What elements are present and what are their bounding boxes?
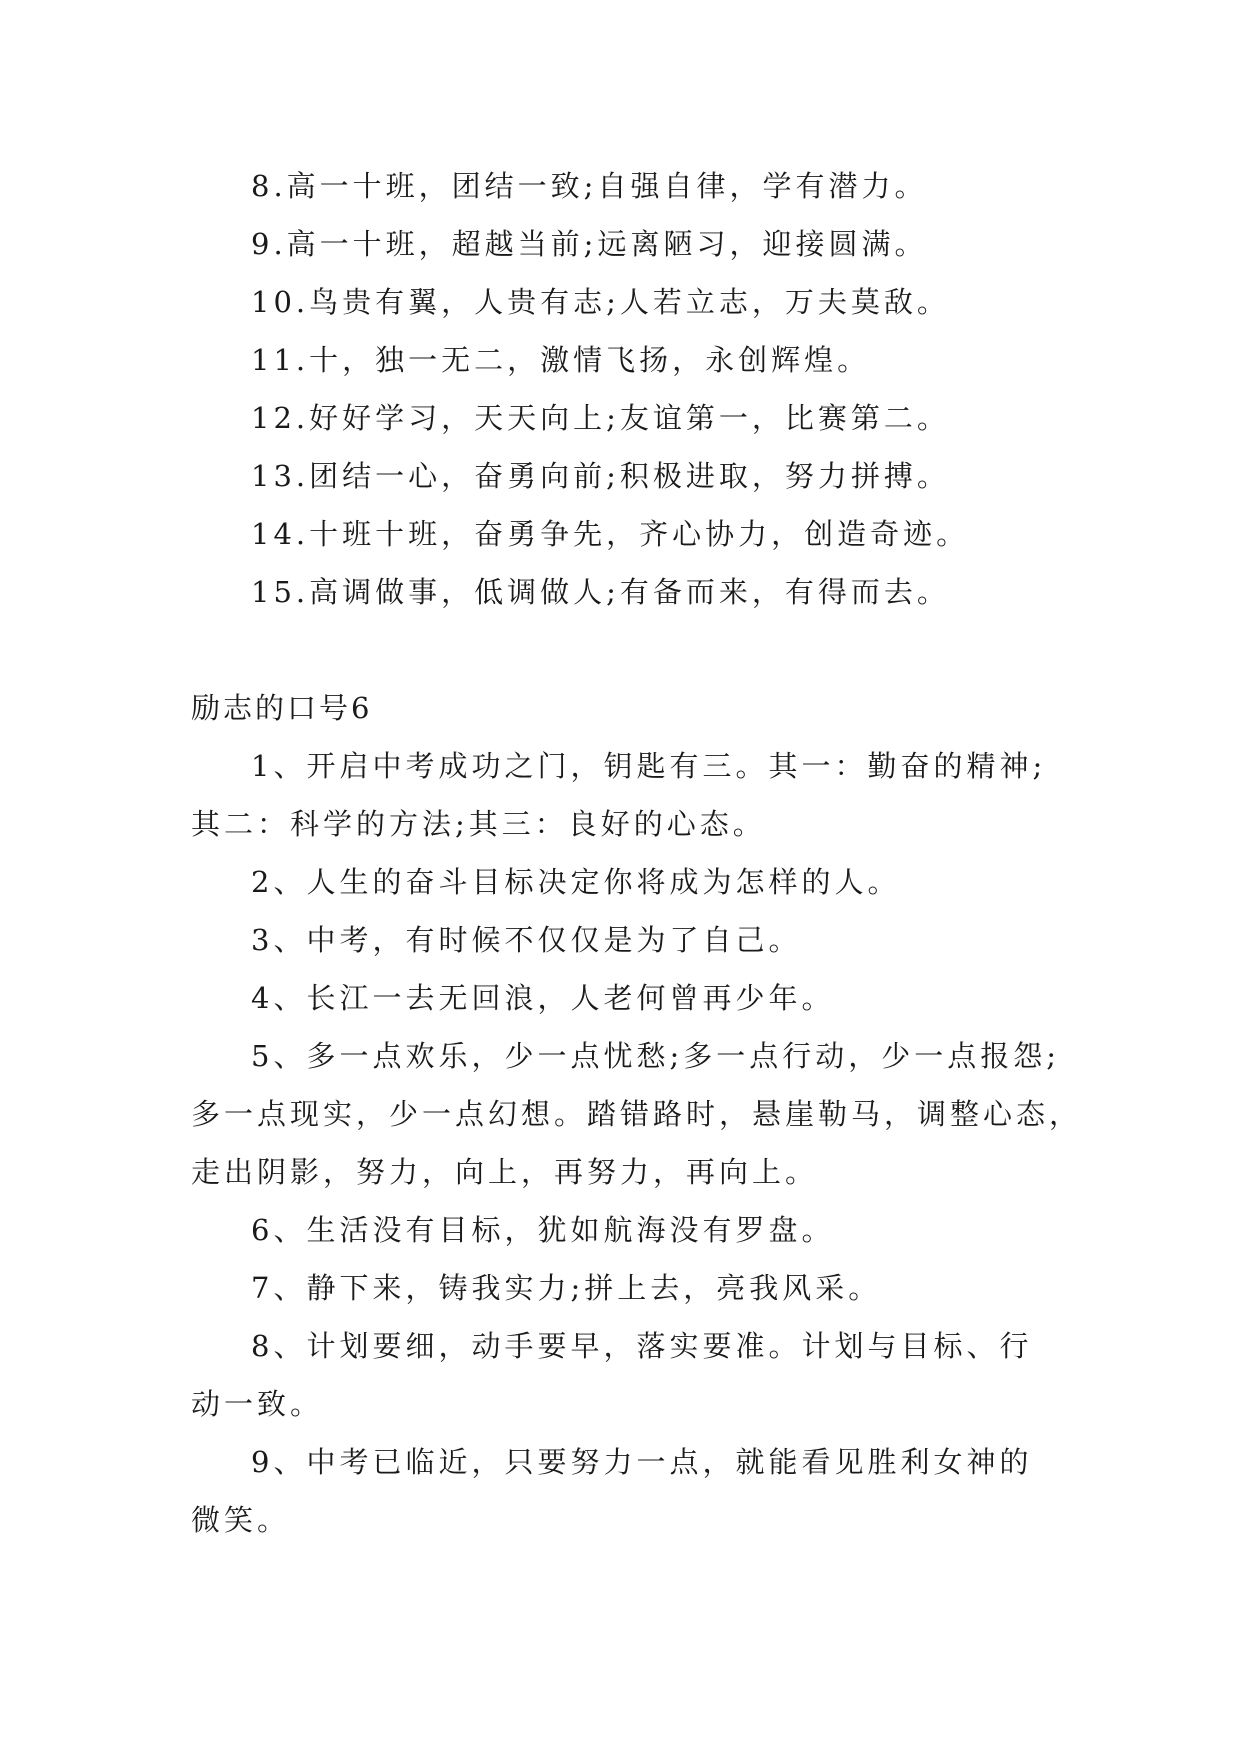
list-item-continuation: 微笑。: [191, 1503, 291, 1537]
list-item: 5、多一点欢乐，少一点忧愁;多一点行动，少一点报怨;: [251, 1039, 1060, 1073]
section-heading: 励志的口号6: [191, 691, 373, 725]
list-item: 12.好好学习，天天向上;友谊第一，比赛第二。: [251, 401, 950, 435]
list-item: 14.十班十班，奋勇争先，齐心协力，创造奇迹。: [251, 517, 970, 551]
page-content: [191, 157, 1083, 1549]
list-item: 10.鸟贵有翼，人贵有志;人若立志，万夫莫敌。: [251, 285, 950, 319]
list-item: 8.高一十班，团结一致;自强自律，学有潜力。: [251, 169, 928, 203]
list-item: 11.十，独一无二，激情飞扬，永创辉煌。: [251, 343, 871, 377]
list-item: 9、中考已临近，只要努力一点，就能看见胜利女神的: [251, 1445, 1033, 1479]
list-item: 8、计划要细，动手要早，落实要准。计划与目标、行: [251, 1329, 1033, 1363]
list-item: 1、开启中考成功之门，钥匙有三。其一：勤奋的精神;: [251, 749, 1047, 783]
list-item: 3、中考，有时候不仅仅是为了自己。: [251, 923, 802, 957]
list-item: 2、人生的奋斗目标决定你将成为怎样的人。: [251, 865, 901, 899]
list-item-continuation: 动一致。: [191, 1387, 324, 1421]
list-item: 7、静下来，铸我实力;拼上去，亮我风采。: [251, 1271, 882, 1305]
list-item-continuation: 多一点现实，少一点幻想。踏错路时，悬崖勒马，调整心态，: [191, 1097, 1083, 1131]
list-item: 13.团结一心，奋勇向前;积极进取，努力拼搏。: [251, 459, 950, 493]
list-item: 9.高一十班，超越当前;远离陋习，迎接圆满。: [251, 227, 928, 261]
list-item-continuation: 走出阴影，努力，向上，再努力，再向上。: [191, 1155, 819, 1189]
list-item: 4、长江一去无回浪，人老何曾再少年。: [251, 981, 835, 1015]
list-item: 6、生活没有目标，犹如航海没有罗盘。: [251, 1213, 835, 1247]
list-item-continuation: 其二：科学的方法;其三：良好的心态。: [191, 807, 766, 841]
list-item: 15.高调做事，低调做人;有备而来，有得而去。: [251, 575, 950, 609]
